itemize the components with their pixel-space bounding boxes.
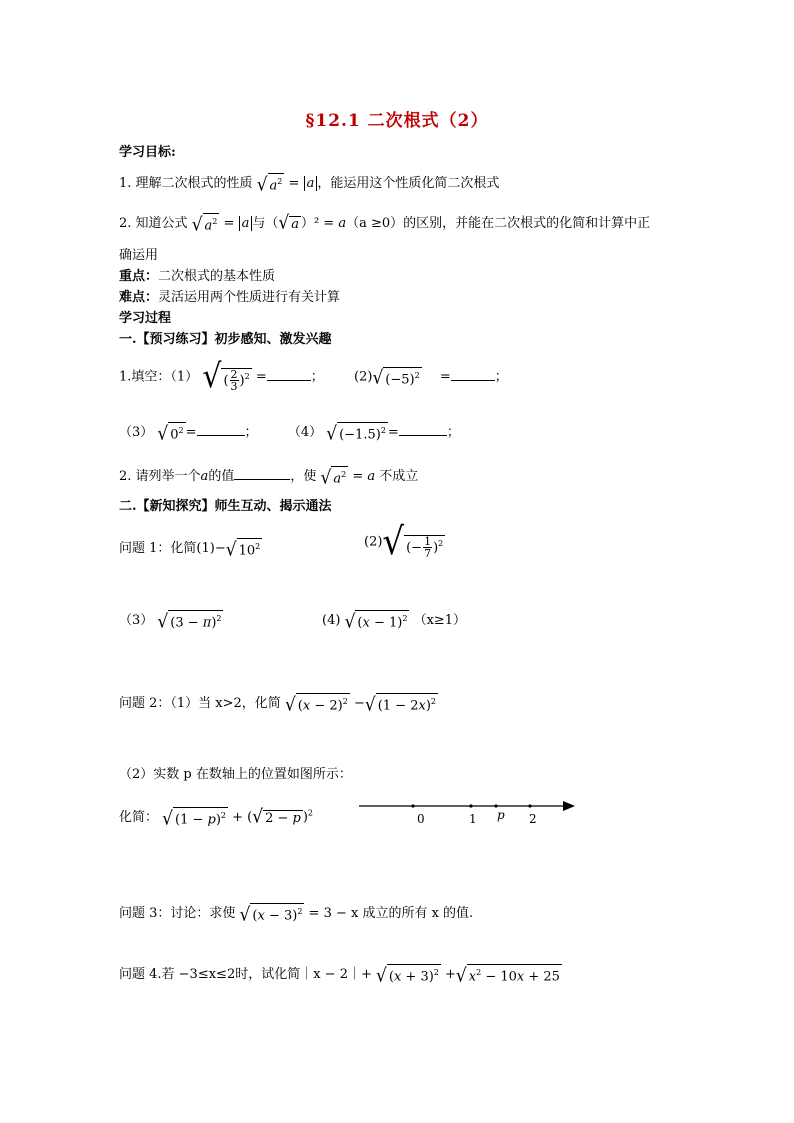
goal-2-mid2: ）² = xyxy=(300,216,339,231)
exercise-1: 1.填空：（1） √ ( $\frac{2}{3}$ )$^2$ = ； (2) √ $(-5)^2$ = ； xyxy=(119,357,508,396)
question-2-part-2: （2）实数 p 在数轴上的位置如图所示： xyxy=(119,767,352,782)
tick-1 xyxy=(469,804,472,807)
answer-blank-1[interactable] xyxy=(267,368,311,381)
question-3-text: 问题 3：讨论：求使 xyxy=(119,906,236,921)
question-2-label: 问题 2：（1）当 x>2，化简 xyxy=(119,696,281,711)
sqrt-neg-1-7-squared: √ (− $\frac{1}{7}$ )$^2$ xyxy=(382,520,444,564)
difficulty-label: 难点： xyxy=(119,290,159,305)
difficulty-point xyxy=(119,286,340,305)
goals-heading: 学习目标: xyxy=(119,145,176,160)
section-2-heading: 二.【新知探究】师生互动、揭示通法 xyxy=(119,499,332,514)
sqrt-x-minus-1-squared: √ $(x - 1)^2$ xyxy=(344,610,408,633)
tick-label-p: p xyxy=(497,808,505,822)
sqrt-0-squared: √ $0^2$ xyxy=(157,422,184,445)
sqrt-x2-minus-10x-plus-25: √ $x^2 - 10x + 25$ xyxy=(455,964,560,987)
exercise-2-suffix: ，使 xyxy=(290,469,317,484)
exercise-2: 2. 请列举一个a的值 ，使 √ $a^2$ = a 不成立 xyxy=(119,466,419,489)
goal-2-mid: 与（ xyxy=(252,216,279,231)
answer-blank-3[interactable] xyxy=(197,423,245,436)
part-2-label: (2) xyxy=(354,369,373,385)
key-point xyxy=(119,265,275,284)
question-3-tail: = 3 − x 成立的所有 x 的值. xyxy=(304,906,474,921)
abs-a: a xyxy=(304,176,318,191)
goal-1: 1. 理解二次根式的性质 √ $a^2$ = a ，能运用这个性质化简二次根式 xyxy=(119,173,500,196)
goal-2: 2. 知道公式 √ $a^2$ = a 与（ √ a ）² = a（a ≥0）的区别，并能在二次根式的化简和计算中正 xyxy=(119,211,651,236)
answer-blank-2[interactable] xyxy=(451,368,495,381)
key-text: 二次根式的基本性质 xyxy=(158,269,276,284)
sqrt-a: √ a xyxy=(278,211,299,234)
exercise-2-mid: 的值 xyxy=(208,469,235,484)
question-1-part-4-condition: （x≥1） xyxy=(413,613,467,628)
tick-label-1: 1 xyxy=(469,812,477,826)
sqrt-x-plus-3-squared: √ $(x + 3)^2$ xyxy=(376,964,439,987)
tick-label-0: 0 xyxy=(417,812,425,826)
abs-a-2: a xyxy=(239,216,253,231)
section-1-heading: 一.【预习练习】初步感知、激发兴趣 xyxy=(119,332,332,347)
tick-label-2: 2 xyxy=(529,812,537,826)
question-1-label: 问题 1：化简 xyxy=(119,541,197,556)
question-3 xyxy=(119,902,473,924)
sqrt-10-squared: √ $10^2$ xyxy=(225,538,261,561)
goal-2-tail: （a ≥0）的区别，并能在二次根式的化简和计算中正 xyxy=(346,216,651,231)
question-1-part-4 xyxy=(322,609,466,631)
answer-blank-5[interactable] xyxy=(234,467,290,480)
tick-0 xyxy=(411,804,414,807)
sqrt-a-squared-3: √ $a^2$ xyxy=(320,466,347,489)
question-1-part-2-label: (2) xyxy=(364,534,383,550)
sqrt-2-minus-p: √ 2 − p xyxy=(252,805,301,828)
sqrt-neg1-5-squared: √ $(-1.5)^2$ xyxy=(326,422,386,445)
question-1-part-4-label: (4) xyxy=(322,613,341,628)
key-label: 重点： xyxy=(119,269,159,284)
sqrt-x-minus-2-squared: √ $(x - 2)^2$ xyxy=(284,693,348,716)
question-1-part-3 xyxy=(119,609,223,631)
answer-blank-4[interactable] xyxy=(399,423,447,436)
exercise-2-end: 不成立 xyxy=(379,469,419,484)
question-1-part-2 xyxy=(364,520,445,564)
difficulty-text: 灵活运用两个性质进行有关计算 xyxy=(158,290,341,305)
sqrt-3-minus-pi-squared: √ $(3 - \pi)^2$ xyxy=(157,610,222,633)
goal-2-continued: 确运用 xyxy=(119,248,159,263)
sqrt-neg5-squared: √ $(-5)^2$ xyxy=(372,367,420,390)
goal-1-suffix: ，能运用这个性质化简二次根式 xyxy=(317,176,500,191)
sqrt-1-minus-2x-squared: √ $(1 - 2x)^2$ xyxy=(364,693,436,716)
question-2-simplify: 化简： √ $(1 - p)^2$ + ( √ 2 − p )$^2$ xyxy=(119,805,314,830)
sqrt-1-minus-p-squared: √ $(1 - p)^2$ xyxy=(162,807,226,830)
question-2: 问题 2：（1）当 x>2，化简 √ $(x - 2)^2$ − √ $(1 - 2x)^2$ xyxy=(119,693,436,716)
question-1: 问题 1：化简(1)− √ $10^2$ xyxy=(119,538,261,561)
exercise-2-prefix: 2. 请列举一个 xyxy=(119,469,201,484)
tick-2 xyxy=(528,804,531,807)
goal-2-prefix: 2. 知道公式 xyxy=(119,216,188,231)
number-line xyxy=(355,795,595,835)
question-4-text: 问题 4.若 −3≤x≤2时，试化简｜x − 2｜+ xyxy=(119,967,372,982)
sqrt-a-squared: √ $a^2$ xyxy=(256,173,283,196)
process-heading: 学习过程 xyxy=(119,311,172,326)
page-title: §12.1 二次根式（2） xyxy=(305,111,489,131)
sqrt-frac-2-3-squared: √ ( $\frac{2}{3}$ )$^2$ xyxy=(202,357,250,396)
exercise-1-label: 1.填空：（1） xyxy=(119,369,199,385)
sqrt-x-minus-3-squared: √ $(x - 3)^2$ xyxy=(239,903,303,926)
question-2-simplify-label: 化简： xyxy=(119,810,159,825)
question-1-part-3-label: （3） xyxy=(119,613,154,628)
part-3-label: （3） xyxy=(119,425,154,440)
goal-1-prefix: 1. 理解二次根式的性质 xyxy=(119,176,253,191)
sqrt-a-squared-2: √ $a^2$ xyxy=(191,213,218,236)
part-4-label: （4） xyxy=(287,425,323,440)
question-4: 问题 4.若 −3≤x≤2时，试化简｜x − 2｜+ √ $(x + 3)^2$ + √ $x^2 - 10x + 25$ xyxy=(119,964,560,987)
exercise-1-row-2: （3） √ $0^2$ = ； （4） √ $(-1.5)^2$ = ； xyxy=(119,422,460,445)
